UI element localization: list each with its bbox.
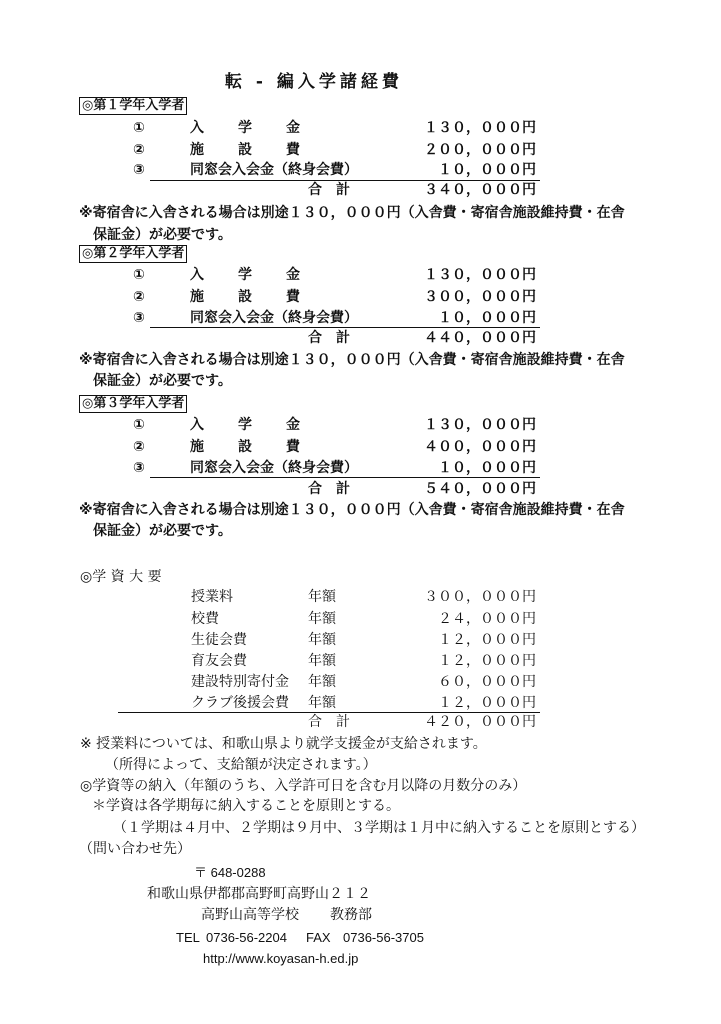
item-label: 施 設 費 [190, 142, 300, 158]
fee-period: 年額 [308, 695, 336, 711]
dormitory-note-continued: 保証金）が必要です。 [93, 373, 232, 389]
fee-period: 年額 [308, 632, 336, 648]
section-heading: ◎学 資 大 要 [80, 569, 162, 585]
section-heading: ◎第２学年入学者 [79, 245, 187, 263]
total-divider [150, 477, 540, 478]
item-number: ① [133, 120, 145, 136]
section-heading: ◎第１学年入学者 [79, 97, 187, 115]
department-name: 教務部 [330, 907, 372, 923]
grade-1-section [0, 97, 721, 243]
item-amount: １３０，０００円 [424, 417, 536, 433]
fee-amount: １２，０００円 [438, 695, 536, 711]
payment-heading: ◎学資等の納入（年額のうち、入学許可日を含む月以降の月数分のみ） [80, 778, 527, 794]
fee-amount: ２４，０００円 [438, 611, 536, 627]
dormitory-note-continued: 保証金）が必要です。 [93, 227, 232, 243]
item-amount: １０，０００円 [438, 162, 536, 178]
tuition-summary-section [0, 569, 721, 739]
total-amount: ４２０，０００円 [424, 714, 536, 730]
item-amount: １３０，０００円 [424, 267, 536, 283]
total-divider [150, 180, 540, 181]
fee-label: 校費 [191, 611, 219, 627]
fax-number: 0736-56-3705 [343, 930, 424, 945]
school-address: 和歌山県伊都郡高野町高野山２１２ [147, 886, 371, 902]
scholarship-note: ※ 授業料については、和歌山県より就学支援金が支給されます。 [80, 736, 487, 752]
contact-heading: （問い合わせ先） [79, 841, 191, 857]
fee-label: 育友会費 [191, 653, 247, 669]
total-label: 合 計 [308, 182, 350, 198]
item-number: ② [133, 142, 145, 158]
item-number: ② [133, 439, 145, 455]
item-number: ① [133, 267, 145, 283]
fee-label: クラブ後援会費 [191, 695, 289, 711]
item-amount: １０，０００円 [438, 310, 536, 326]
item-number: ③ [133, 310, 145, 326]
fee-label: 生徒会費 [191, 632, 247, 648]
total-divider [150, 327, 540, 328]
fee-period: 年額 [308, 589, 336, 605]
website-url: http://www.koyasan-h.ed.jp [203, 951, 359, 966]
item-label: 入 学 金 [190, 267, 300, 283]
item-number: ③ [133, 460, 145, 476]
dormitory-note: ※寄宿舎に入舎される場合は別途１３０，０００円（入舎費・寄宿舎施設維持費・在舎 [79, 502, 625, 518]
item-amount: １３０，０００円 [424, 120, 536, 136]
fee-period: 年額 [308, 611, 336, 627]
fee-amount: １２，０００円 [438, 632, 536, 648]
fee-period: 年額 [308, 674, 336, 690]
dormitory-note: ※寄宿舎に入舎される場合は別途１３０，０００円（入舎費・寄宿舎施設維持費・在舎 [79, 352, 625, 368]
item-number: ② [133, 289, 145, 305]
total-amount: ５４０，０００円 [424, 481, 536, 497]
total-amount: ３４０，０００円 [424, 182, 536, 198]
item-label: 入 学 金 [190, 120, 300, 136]
fee-amount: １２，０００円 [438, 653, 536, 669]
item-number: ① [133, 417, 145, 433]
page-title: 転 - 編入学諸経費 [225, 72, 403, 92]
item-label: 同窓会入会金（終身会費） [190, 310, 358, 326]
total-amount: ４４０，０００円 [424, 330, 536, 346]
item-number: ③ [133, 162, 145, 178]
item-amount: ２００，０００円 [424, 142, 536, 158]
tel-number: 0736-56-2204 [206, 930, 287, 945]
dormitory-note: ※寄宿舎に入舎される場合は別途１３０，０００円（入舎費・寄宿舎施設維持費・在舎 [79, 205, 625, 221]
item-label: 入 学 金 [190, 417, 300, 433]
total-divider [118, 712, 540, 713]
school-name: 高野山高等学校 [201, 907, 299, 923]
grade-3-section [0, 395, 721, 539]
fee-label: 授業料 [191, 589, 233, 605]
payment-rule: ＊学資は各学期毎に納入することを原則とする。 [92, 798, 400, 814]
payment-schedule: （１学期は４月中、２学期は９月中、３学期は１月中に納入することを原則とする） [113, 820, 645, 836]
item-label: 同窓会入会金（終身会費） [190, 460, 358, 476]
item-amount: ４００，０００円 [424, 439, 536, 455]
total-label: 合 計 [308, 481, 350, 497]
grade-2-section [0, 245, 721, 389]
fee-period: 年額 [308, 653, 336, 669]
dormitory-note-continued: 保証金）が必要です。 [93, 523, 232, 539]
item-amount: ３００，０００円 [424, 289, 536, 305]
fee-amount: ６０，０００円 [438, 674, 536, 690]
item-label: 施 設 費 [190, 439, 300, 455]
total-label: 合 計 [308, 714, 350, 730]
scholarship-detail: （所得によって、支給額が決定されます。） [105, 757, 377, 773]
tel-label: TEL [176, 930, 200, 945]
fee-label: 建設特別寄付金 [191, 674, 289, 690]
item-label: 施 設 費 [190, 289, 300, 305]
fax-label: FAX [306, 930, 331, 945]
section-heading: ◎第３学年入学者 [79, 395, 187, 413]
item-label: 同窓会入会金（終身会費） [190, 162, 358, 178]
total-label: 合 計 [308, 330, 350, 346]
item-amount: １０，０００円 [438, 460, 536, 476]
fee-amount: ３００，０００円 [424, 589, 536, 605]
postal-code: 〒 648-0288 [194, 865, 266, 880]
